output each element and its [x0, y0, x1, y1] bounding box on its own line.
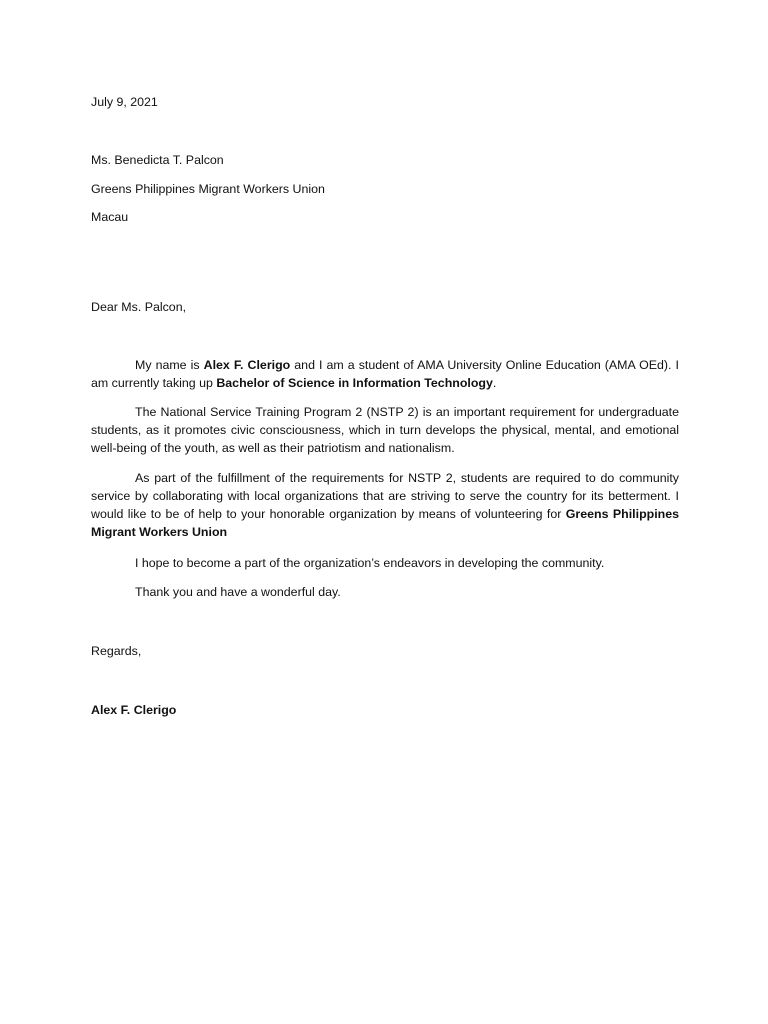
- student-name: Alex F. Clerigo: [203, 358, 291, 372]
- letter-date: July 9, 2021: [91, 95, 158, 109]
- body-paragraph-4: I hope to become a part of the organization’s endeavors in developing the community.: [135, 556, 605, 570]
- body-paragraph-2: The National Service Training Program 2 (NSTP 2) is an important requirement for undergraduate students, as it promotes civic consciousness, which in turn develops the physical, mental, and emotional well-being of the youth, as well as their patriotism and nationalism.: [91, 405, 679, 455]
- recipient-location: Macau: [91, 210, 129, 224]
- degree-program: Bachelor of Science in Information Technology: [216, 376, 493, 390]
- salutation: Dear Ms. Palcon,: [91, 300, 187, 314]
- body-paragraph-5: Thank you and have a wonderful day.: [135, 585, 341, 599]
- organization-name: Greens Philippines Migrant Workers Union: [91, 507, 679, 539]
- recipient-name: Ms. Benedicta T. Palcon: [91, 153, 224, 167]
- signature-name: Alex F. Clerigo: [91, 703, 177, 717]
- body-paragraph-1: [91, 356, 679, 392]
- body-paragraph-3: [91, 469, 679, 541]
- p3-text-1: As part of the fulfillment of the requirements for NSTP 2, students are required to do community service by collaborating with local organizations that are striving to serve the country for its betterment. I would like to be of help to your honorable organization by means of volunteering for: [91, 471, 679, 521]
- p1-text-1: My name is: [135, 358, 204, 372]
- recipient-organization: Greens Philippines Migrant Workers Union: [91, 182, 325, 196]
- closing: Regards,: [91, 644, 142, 658]
- p1-text-2: and I am a student of AMA University Online Education (AMA OEd). I am currently taking up: [91, 358, 679, 390]
- p1-text-3: .: [492, 376, 497, 390]
